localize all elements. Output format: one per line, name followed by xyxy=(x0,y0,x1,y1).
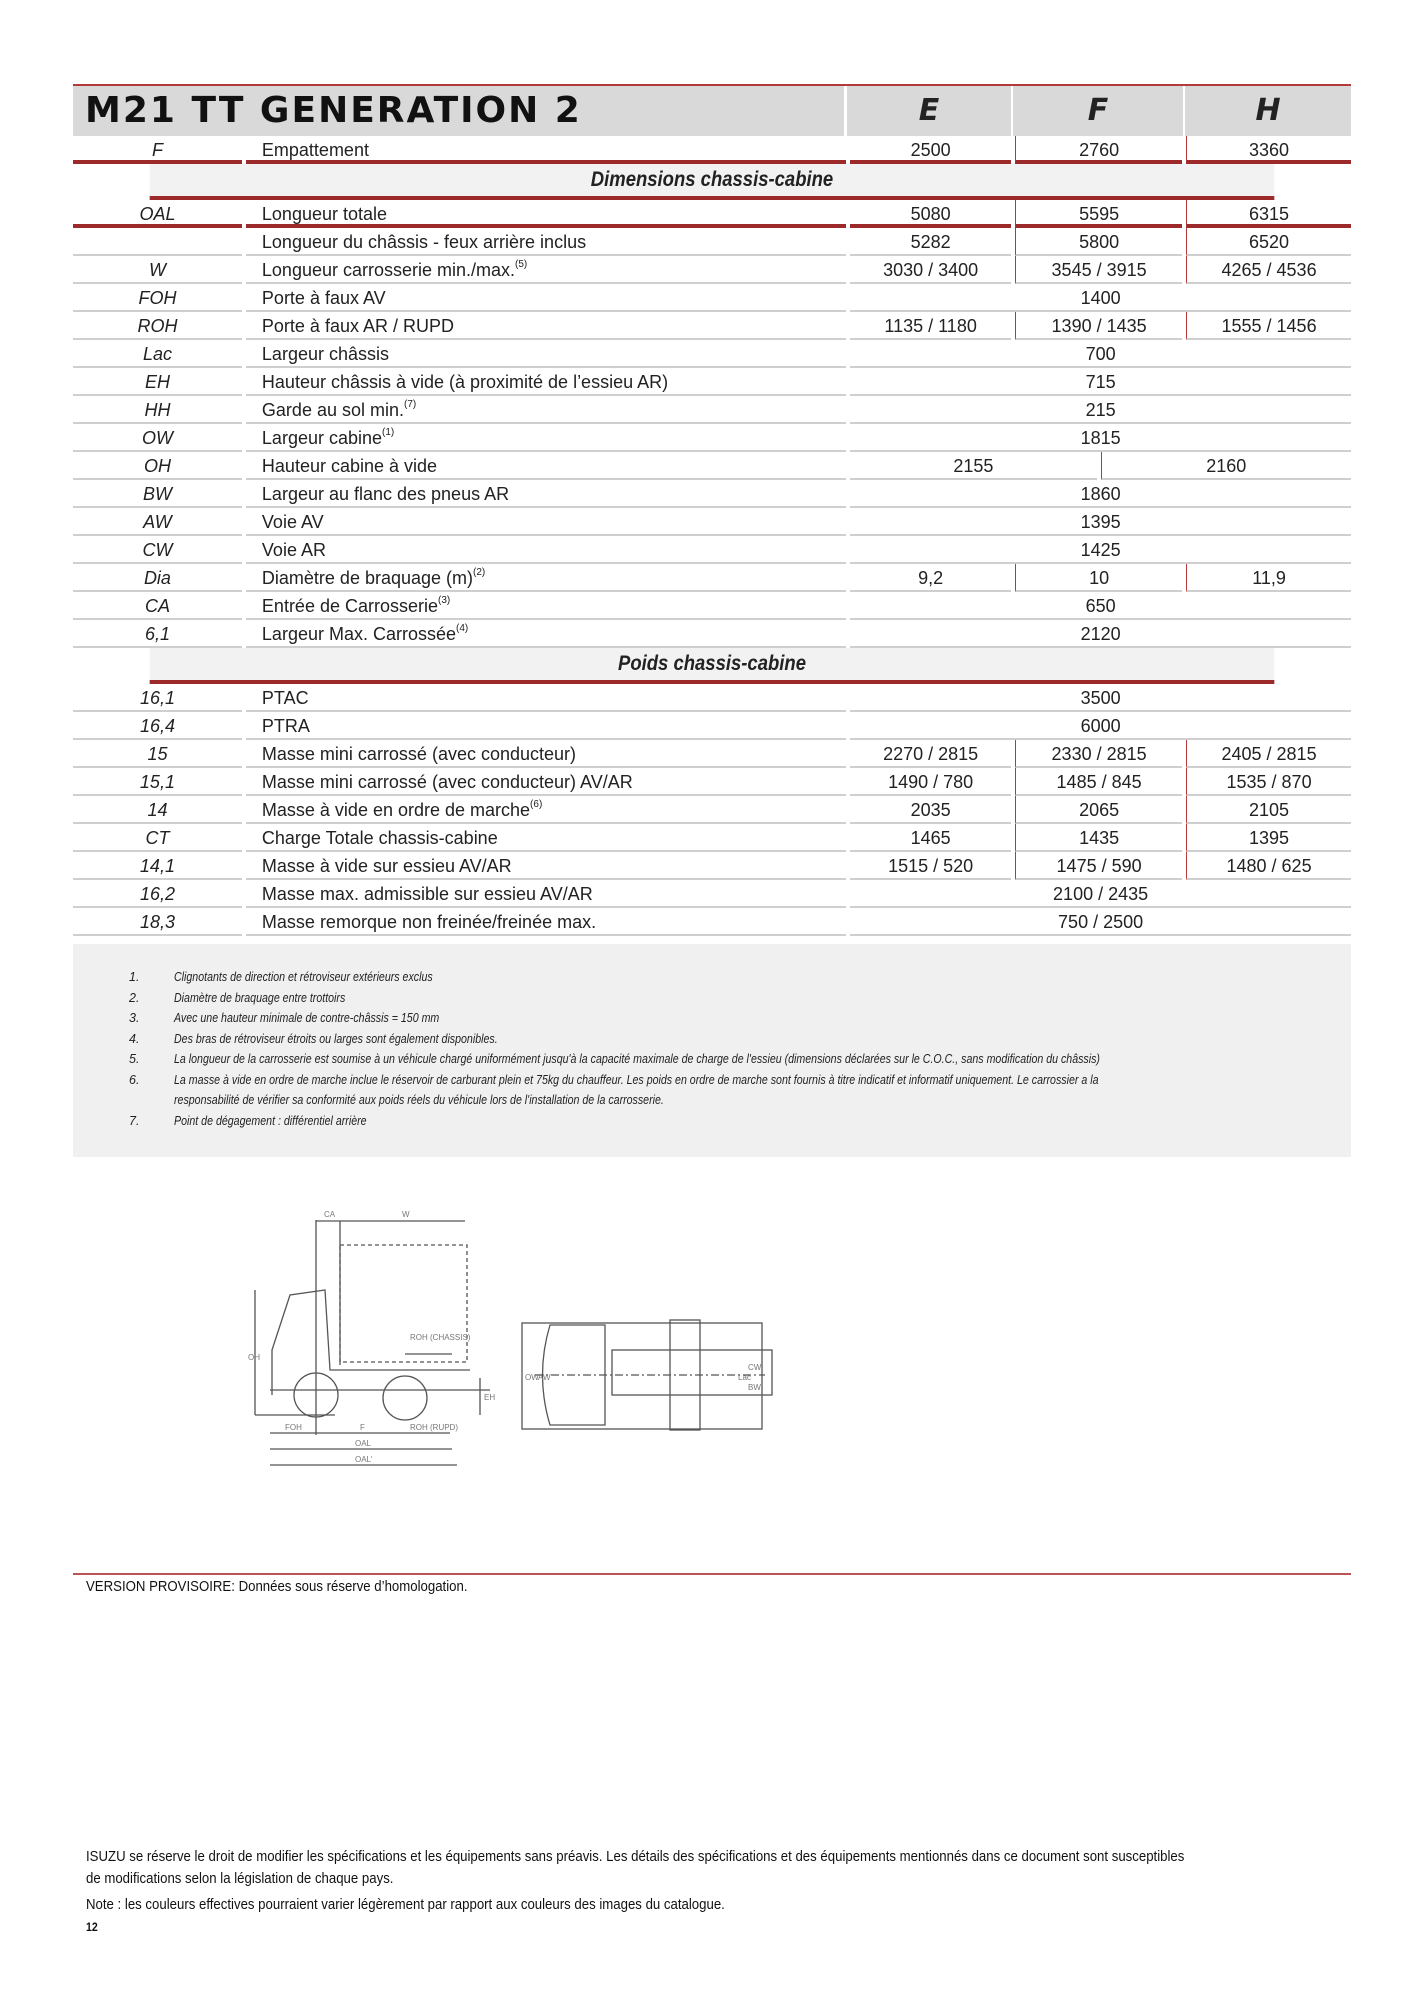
row-label-text: Porte à faux AV xyxy=(261,288,386,308)
row-code: EH xyxy=(73,368,242,396)
footnote-ref: (6) xyxy=(530,799,543,810)
row-label-text: Masse mini carrossé (avec conducteur) AV/AR xyxy=(261,772,633,792)
diagram-label-roh-chassis: ROH (CHASSIS) xyxy=(410,1333,471,1342)
table-row xyxy=(73,396,1351,424)
top-view xyxy=(522,1320,772,1430)
model-title: M21 TT GENERATION 2 xyxy=(73,86,847,136)
disclaimer-line-3: Note : les couleurs effectives pourraient varier légèrement par rapport aux couleurs des images du catalogue. xyxy=(86,1896,725,1913)
row-label xyxy=(246,740,846,768)
disclaimer-line-1: ISUZU se réserve le droit de modifier les spécifications et les équipements sans préavis. Les détails des spécifications et des équipements mentionnés dans ce document sont susceptibles xyxy=(86,1848,1185,1865)
diagram-label-eh: EH xyxy=(484,1393,496,1402)
value-e: 5080 xyxy=(850,200,1011,228)
row-label xyxy=(246,768,846,796)
row-label-text: Masse max. admissible sur essieu AV/AR xyxy=(261,884,593,904)
row-label-text: Masse à vide sur essieu AV/AR xyxy=(261,856,512,876)
footnote-text: La masse à vide en ordre de marche inclue le réservoir de carburant plein et 75kg du chauffeur. Les poids en ordre de marche sont fournis à titre indicatif et informatif uniquement. Le carrossier a la xyxy=(174,1072,1099,1087)
footnote-ref: (5) xyxy=(515,259,528,270)
value-f: 5595 xyxy=(1015,200,1182,228)
value-f: 1435 xyxy=(1015,824,1182,852)
row-label xyxy=(246,340,846,368)
table-row xyxy=(73,136,1351,164)
footnote-ref: (4) xyxy=(456,623,469,634)
row-code: CT xyxy=(73,824,242,852)
table-row xyxy=(73,480,1351,508)
row-label xyxy=(246,228,846,256)
value-h: 6520 xyxy=(1186,228,1351,256)
value-all: 750 / 2500 xyxy=(850,908,1351,936)
row-code: 6,1 xyxy=(73,620,242,648)
page-number: 12 xyxy=(86,1920,98,1934)
footer-rule xyxy=(73,1573,1351,1575)
table-row xyxy=(73,312,1351,340)
diagram-label-oh: OH xyxy=(248,1353,260,1362)
table-row xyxy=(73,592,1351,620)
footnote xyxy=(129,991,376,1005)
value-all: 6000 xyxy=(850,712,1351,740)
row-label xyxy=(246,592,846,620)
table-row xyxy=(73,200,1351,228)
value-h: 2105 xyxy=(1186,796,1351,824)
table-row xyxy=(73,284,1351,312)
row-code: CW xyxy=(73,536,242,564)
value-f: 5800 xyxy=(1015,228,1182,256)
column-h: H xyxy=(1255,93,1281,128)
row-label xyxy=(246,908,846,936)
value-h: 4265 / 4536 xyxy=(1186,256,1351,284)
value-e: 3030 / 3400 xyxy=(850,256,1011,284)
row-code: W xyxy=(73,256,242,284)
table-row xyxy=(73,340,1351,368)
diagram-label-roh-rupd: ROH (RUPD) xyxy=(410,1423,458,1432)
row-code: 15 xyxy=(73,740,242,768)
value-e: 1490 / 780 xyxy=(850,768,1011,796)
row-label xyxy=(246,508,846,536)
table-row xyxy=(73,796,1351,824)
value-all: 1395 xyxy=(850,508,1351,536)
footnote-text: Diamètre de braquage entre trottoirs xyxy=(174,990,346,1005)
footnote-number: 1. xyxy=(129,970,140,984)
row-label xyxy=(246,880,846,908)
row-label-text: Largeur châssis xyxy=(261,344,389,364)
diagram-label-oal: OAL xyxy=(355,1439,372,1448)
row-label-text: Largeur Max. Carrossée xyxy=(261,624,457,644)
diagram-label-f: F xyxy=(360,1423,365,1432)
row-code: 16,1 xyxy=(73,684,242,712)
row-label-text: Hauteur cabine à vide xyxy=(261,456,438,476)
table-row xyxy=(73,508,1351,536)
row-label xyxy=(246,312,846,340)
footnote-text: Point de dégagement : différentiel arrière xyxy=(174,1113,367,1128)
value-h: 2160 xyxy=(1101,452,1351,480)
value-f: 2760 xyxy=(1015,136,1182,164)
value-e: 5282 xyxy=(850,228,1011,256)
footnote-text: Des bras de rétroviseur étroits ou larges sont également disponibles. xyxy=(174,1031,498,1046)
row-code: Lac xyxy=(73,340,242,368)
value-e: 2270 / 2815 xyxy=(850,740,1011,768)
side-view xyxy=(248,1210,495,1465)
row-label xyxy=(246,200,846,228)
value-h: 1480 / 625 xyxy=(1186,852,1351,880)
row-code: OH xyxy=(73,452,242,480)
row-label xyxy=(246,684,846,712)
value-e: 2035 xyxy=(850,796,1011,824)
value-all: 715 xyxy=(850,368,1351,396)
diagram-label-oal2: OAL' xyxy=(355,1455,373,1464)
value-all: 2100 / 2435 xyxy=(850,880,1351,908)
row-code: 14,1 xyxy=(73,852,242,880)
truck-dimension-diagram xyxy=(250,1200,1170,1490)
footnote xyxy=(129,970,478,984)
row-label xyxy=(246,620,846,648)
row-label xyxy=(246,796,846,824)
value-f: 2065 xyxy=(1015,796,1182,824)
row-label-text: Diamètre de braquage (m) xyxy=(261,568,474,588)
table-row xyxy=(73,740,1351,768)
table-row xyxy=(73,908,1351,936)
row-label xyxy=(246,536,846,564)
table-row xyxy=(73,452,1351,480)
table-row xyxy=(73,564,1351,592)
row-label xyxy=(246,824,846,852)
footnote-text: responsabilité de vérifier sa conformité aux poids réels du véhicule lors de l'installation de la carrosserie. xyxy=(174,1093,664,1107)
row-code: HH xyxy=(73,396,242,424)
row-label-text: Voie AV xyxy=(261,512,324,532)
diagram-label-foh: FOH xyxy=(285,1423,302,1432)
footnote-number: 3. xyxy=(129,1011,140,1025)
row-label-text: Largeur cabine xyxy=(261,428,383,448)
value-all: 215 xyxy=(850,396,1351,424)
row-label-text: Longueur totale xyxy=(261,204,388,224)
row-label-text: Masse mini carrossé (avec conducteur) xyxy=(261,744,577,764)
value-all: 650 xyxy=(850,592,1351,620)
table-row xyxy=(73,620,1351,648)
footnote xyxy=(129,1093,750,1107)
spec-table xyxy=(73,84,1351,936)
row-code: BW xyxy=(73,480,242,508)
diagram-label-ca: CA xyxy=(324,1210,336,1219)
table-row xyxy=(73,768,1351,796)
footnote-number: 6. xyxy=(129,1072,140,1087)
footnote-number: 7. xyxy=(129,1113,140,1128)
row-code: AW xyxy=(73,508,242,536)
row-code: 16,4 xyxy=(73,712,242,740)
value-all: 2120 xyxy=(850,620,1351,648)
value-all: 1400 xyxy=(850,284,1351,312)
value-f: 1485 / 845 xyxy=(1015,768,1182,796)
row-label-text: Porte à faux AR / RUPD xyxy=(261,316,454,336)
footnote-text: Avec une hauteur minimale de contre-châssis = 150 mm xyxy=(174,1011,440,1025)
value-all: 700 xyxy=(850,340,1351,368)
row-label xyxy=(246,284,846,312)
value-f: 2330 / 2815 xyxy=(1015,740,1182,768)
column-e: E xyxy=(847,86,1013,136)
value-h: 2405 / 2815 xyxy=(1186,740,1351,768)
diagram-label-lac: Lac xyxy=(738,1373,751,1382)
table-header xyxy=(73,86,1351,136)
row-label xyxy=(246,852,846,880)
row-label xyxy=(246,256,846,284)
row-code: F xyxy=(73,136,242,164)
row-code: OAL xyxy=(73,200,242,228)
row-label xyxy=(246,396,846,424)
footnote xyxy=(129,1114,401,1128)
footnote-number: 2. xyxy=(129,990,140,1005)
diagram-label-aw: AW xyxy=(538,1373,551,1382)
row-label-text: Empattement xyxy=(261,140,369,160)
row-label-text: Masse à vide en ordre de marche xyxy=(261,800,531,820)
value-h: 1395 xyxy=(1186,824,1351,852)
row-code: OW xyxy=(73,424,242,452)
row-label-text: Longueur carrosserie min./max. xyxy=(261,260,516,280)
row-label-text: PTAC xyxy=(261,688,309,708)
value-f: 3545 / 3915 xyxy=(1015,256,1182,284)
table-row xyxy=(73,228,1351,256)
value-all: 3500 xyxy=(850,684,1351,712)
row-code: 15,1 xyxy=(73,768,242,796)
table-row xyxy=(73,256,1351,284)
row-code: ROH xyxy=(73,312,242,340)
footnote-ref: (3) xyxy=(438,595,451,606)
value-h: 6315 xyxy=(1186,200,1351,228)
footnote-number: 4. xyxy=(129,1031,140,1046)
value-h: 3360 xyxy=(1186,136,1351,164)
footnote xyxy=(129,1032,555,1046)
row-label xyxy=(246,424,846,452)
row-label xyxy=(246,136,846,164)
row-label-text: Voie AR xyxy=(261,540,326,560)
footnote-text: La longueur de la carrosserie est soumise à un véhicule chargé uniformément jusqu'à la capacité maximale de charge de l'essieu (dimensions déclarées sur le C.O.C., sans modification du châssis) xyxy=(174,1052,1100,1066)
row-code: Dia xyxy=(73,564,242,592)
footnote xyxy=(129,1073,1262,1087)
value-all: 1815 xyxy=(850,424,1351,452)
value-e-f: 2155 xyxy=(850,452,1096,480)
row-label-text: Charge Totale chassis-cabine xyxy=(261,828,498,848)
row-label-text: Largeur au flanc des pneus AR xyxy=(261,484,510,504)
footnote xyxy=(129,1052,1263,1066)
row-label-text: PTRA xyxy=(261,716,310,736)
value-e: 1515 / 520 xyxy=(850,852,1011,880)
table-row xyxy=(73,824,1351,852)
disclaimer-line-2: de modifications selon la législation de chaque pays. xyxy=(86,1870,394,1887)
value-h: 11,9 xyxy=(1186,564,1351,592)
diagram-label-ow: OW xyxy=(525,1373,539,1382)
value-f: 10 xyxy=(1015,564,1182,592)
row-label xyxy=(246,564,846,592)
table-row xyxy=(73,684,1351,712)
footnote-number: 5. xyxy=(129,1052,140,1066)
footnote-ref: (1) xyxy=(382,427,395,438)
row-label xyxy=(246,480,846,508)
section-title: Poids chassis-cabine xyxy=(150,648,1275,684)
row-code: 14 xyxy=(73,796,242,824)
row-code: 18,3 xyxy=(73,908,242,936)
row-code xyxy=(73,228,242,256)
row-label-text: Garde au sol min. xyxy=(261,400,404,420)
diagram-label-cw: CW xyxy=(748,1363,762,1372)
value-f: 1475 / 590 xyxy=(1015,852,1182,880)
table-row xyxy=(73,536,1351,564)
row-label xyxy=(246,712,846,740)
value-f: 1390 / 1435 xyxy=(1015,312,1182,340)
section-title: Dimensions chassis-cabine xyxy=(150,164,1275,200)
row-label xyxy=(246,452,846,480)
row-code: FOH xyxy=(73,284,242,312)
value-e: 2500 xyxy=(850,136,1011,164)
value-all: 1425 xyxy=(850,536,1351,564)
table-row xyxy=(73,852,1351,880)
column-f: F xyxy=(1013,86,1185,136)
table-row xyxy=(73,712,1351,740)
footnotes xyxy=(73,944,1351,1157)
table-row xyxy=(73,368,1351,396)
value-e: 1465 xyxy=(850,824,1011,852)
version-note: VERSION PROVISOIRE: Données sous réserve d’homologation. xyxy=(86,1578,468,1595)
value-all: 1860 xyxy=(850,480,1351,508)
row-code: CA xyxy=(73,592,242,620)
table-row xyxy=(73,880,1351,908)
row-label xyxy=(246,368,846,396)
value-h: 1555 / 1456 xyxy=(1186,312,1351,340)
row-code: 16,2 xyxy=(73,880,242,908)
value-e: 1135 / 1180 xyxy=(850,312,1011,340)
footnote-text: Clignotants de direction et rétroviseur extérieurs exclus xyxy=(174,970,433,984)
row-label-text: Hauteur châssis à vide (à proximité de l’essieu AR) xyxy=(261,372,669,392)
row-label-text: Longueur du châssis - feux arrière inclus xyxy=(261,232,587,252)
table-row xyxy=(73,424,1351,452)
diagram-label-bw: BW xyxy=(748,1383,761,1392)
row-label-text: Entrée de Carrosserie xyxy=(261,596,439,616)
value-e: 9,2 xyxy=(850,564,1011,592)
footnote-ref: (2) xyxy=(473,567,486,578)
footnote-ref: (7) xyxy=(404,399,417,410)
footnote xyxy=(129,1011,486,1025)
value-h: 1535 / 870 xyxy=(1186,768,1351,796)
row-label-text: Masse remorque non freinée/freinée max. xyxy=(261,912,597,932)
diagram-label-w: W xyxy=(402,1210,410,1219)
